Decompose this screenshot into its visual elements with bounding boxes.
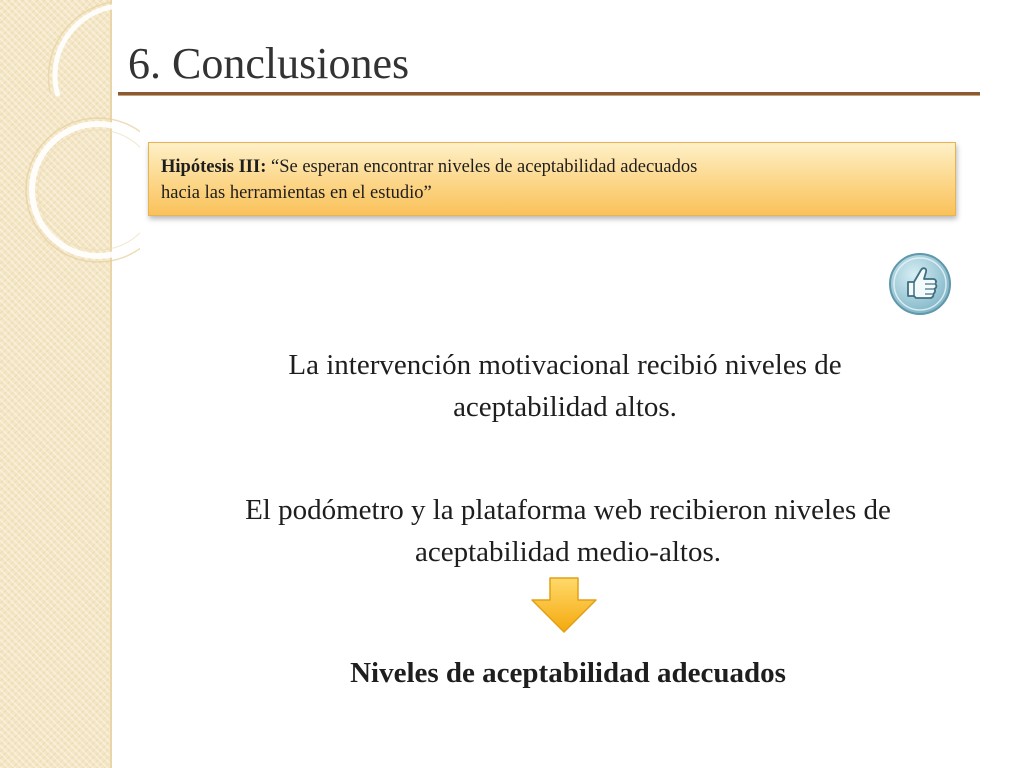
statement-2-line-1: El podómetro y la plataforma web recibieron niveles de xyxy=(245,494,891,526)
statement-1-line-1: La intervención motivacional recibió niveles de xyxy=(288,349,842,381)
statement-1-line-2: aceptabilidad altos. xyxy=(453,391,677,423)
statement-pedometer-platform xyxy=(120,489,1016,573)
hypothesis-text-line1: Se esperan encontrar niveles de aceptabilidad adecuados xyxy=(279,157,698,177)
title-underline xyxy=(118,92,980,95)
conclusion-text: Niveles de aceptabilidad adecuados xyxy=(350,657,786,689)
statement-motivational-intervention xyxy=(150,344,980,428)
hypothesis-text-line2: hacia las herramientas en el estudio xyxy=(161,183,424,203)
hypothesis-open-quote: “ xyxy=(266,157,280,177)
thumbs-up-icon xyxy=(888,252,952,316)
decorative-rings xyxy=(0,0,140,330)
statement-2-line-2: aceptabilidad medio-altos. xyxy=(414,536,721,568)
down-arrow-icon xyxy=(528,574,600,636)
hypothesis-box xyxy=(148,142,956,216)
hypothesis-label: Hipótesis III: xyxy=(161,157,267,177)
slide-title: 6. Conclusiones xyxy=(128,39,410,88)
hypothesis-close-quote: ” xyxy=(423,183,432,203)
